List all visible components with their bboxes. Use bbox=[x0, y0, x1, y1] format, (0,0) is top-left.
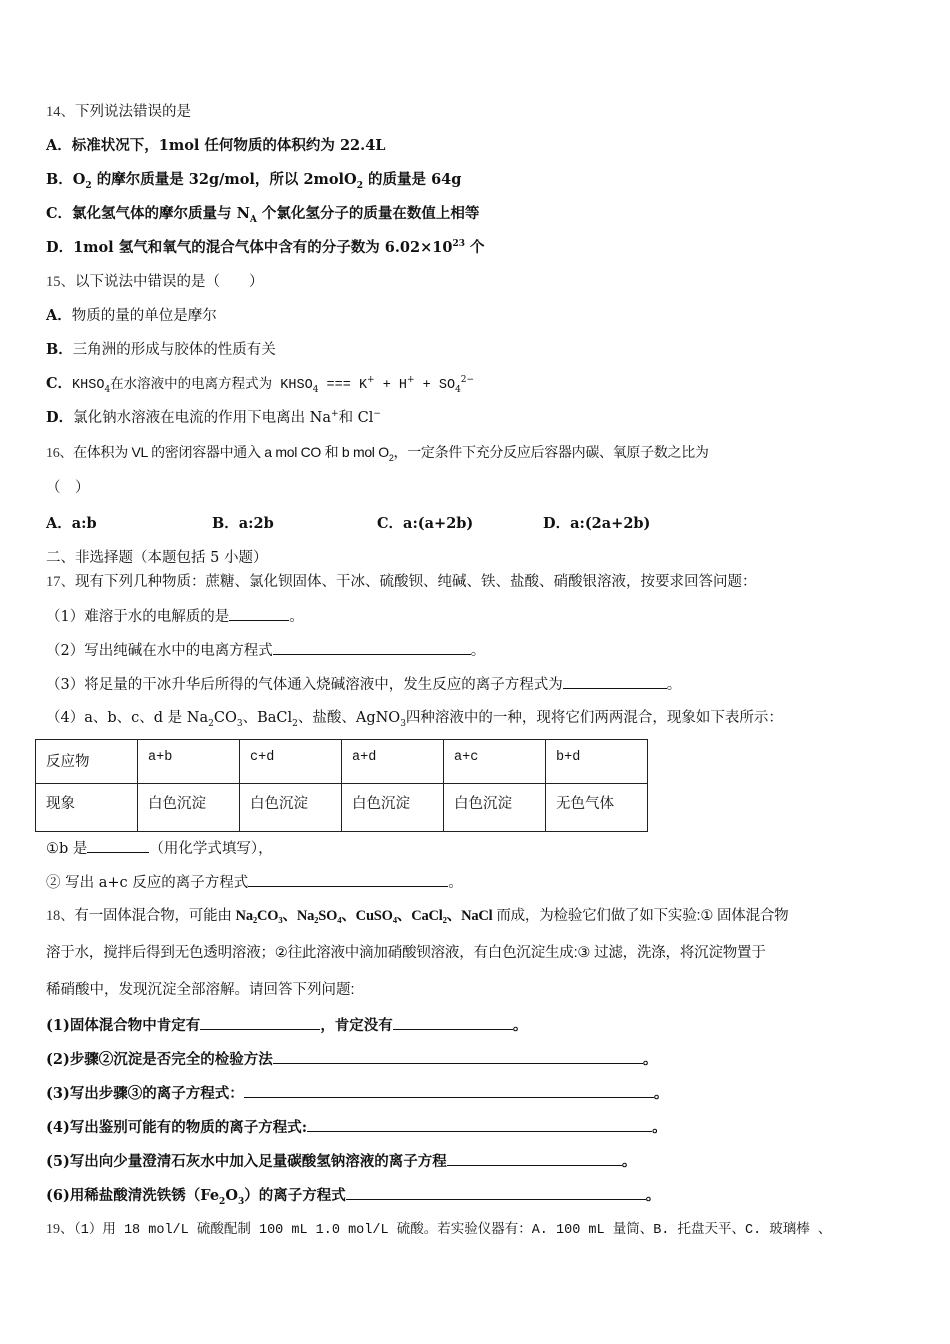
answer-blank[interactable] bbox=[273, 640, 471, 655]
q16-option-c: C．a:(a+2b) bbox=[377, 515, 474, 532]
answer-blank[interactable] bbox=[273, 1049, 643, 1064]
question-number: 16、 bbox=[46, 446, 74, 461]
table-cell: 白色沉淀 bbox=[138, 784, 240, 832]
question-15-stem: 15、以下说法中错误的是（ ） bbox=[46, 274, 264, 290]
answer-blank[interactable] bbox=[447, 1151, 622, 1166]
q14-option-d: D．1mol 氢气和氧气的混合气体中含有的分子数为 $6.02\times 10^{23}$ 个 bbox=[46, 239, 485, 256]
question-18-stem-line-2: 溶于水，搅拌后得到无色透明溶液；②往此溶液中滴加硝酸钡溶液，有白色沉淀生成:③ 过滤，洗涤，将沉淀物置于 bbox=[46, 945, 766, 961]
answer-blank[interactable] bbox=[244, 1083, 654, 1098]
answer-blank[interactable] bbox=[229, 606, 289, 621]
table-cell: a+b bbox=[138, 740, 240, 784]
table-cell: b+d bbox=[546, 740, 648, 784]
q15-option-b: B．三角洲的形成与胶体的性质有关 bbox=[46, 341, 276, 358]
q18-sub-3: (3)写出步骤③的离子方程式： 。 bbox=[46, 1085, 669, 1102]
q15-option-d: D．氯化钠水溶液在电流的作用下电离出 Na+和 Cl− bbox=[46, 409, 381, 426]
answer-blank[interactable] bbox=[346, 1185, 646, 1200]
q16-answer-paren: （ ） bbox=[46, 480, 90, 496]
table-cell: 白色沉淀 bbox=[240, 784, 342, 832]
answer-blank[interactable] bbox=[248, 872, 448, 887]
question-number: 14、 bbox=[46, 104, 75, 120]
q17-part-4: （4）a、b、c、d 是 $Na_2CO_3$、BaCl$_2$、盐酸、AgNO$_3$四种溶液中的一种，现将它们两两混合，现象如下表所示： bbox=[46, 710, 783, 729]
q18-sub-2: (2)步骤②沉淀是否完全的检验方法 。 bbox=[46, 1051, 658, 1068]
q17-sub-2: ② 写出 a+c 反应的离子方程式 。 bbox=[46, 872, 463, 893]
reaction-table bbox=[35, 739, 648, 832]
question-number: 19、 bbox=[46, 1222, 74, 1237]
table-cell: a+d bbox=[342, 740, 444, 784]
q14-option-c: C．氯化氢气体的摩尔质量与 $N_A$ 个氯化氢分子的质量在数值上相等 bbox=[46, 205, 480, 225]
question-18-stem-line-3: 稀硝酸中，发现沉淀全部溶解。请回答下列问题: bbox=[46, 982, 355, 998]
answer-blank[interactable] bbox=[200, 1015, 320, 1030]
table-cell: 反应物 bbox=[36, 740, 138, 784]
q17-part-2: （2）写出纯碱在水中的电离方程式 。 bbox=[46, 640, 485, 661]
q16-option-d: D．a:(2a+2b) bbox=[543, 515, 651, 532]
q18-sub-6: (6)用稀盐酸清洗铁锈$(Fe_2O_3)$的离子方程式 。 bbox=[46, 1187, 661, 1207]
q16-option-b: B．a:2b bbox=[212, 515, 274, 532]
table-row bbox=[36, 784, 648, 832]
q17-part-3: （3）将足量的干冰升华后所得的气体通入烧碱溶液中，发生反应的离子方程式为 。 bbox=[46, 674, 681, 695]
q17-part-1: （1）难溶于水的电解质的是 。 bbox=[46, 606, 304, 627]
table-row bbox=[36, 740, 648, 784]
question-16-stem: 16、在体积为 VL 的密闭容器中通入 a mol CO 和 b mol $O_2$，一定条件下充分反应后容器内碳、氧原子数之比为 bbox=[46, 444, 709, 463]
question-19-stem: 19、（1）用 18 mol/L 硫酸配制 100 mL 1.0 mol/L 硫酸。若实验仪器有：A. 100 mL 量筒、B. 托盘天平、C. 玻璃棒 、 bbox=[46, 1222, 832, 1238]
table-cell: 白色沉淀 bbox=[342, 784, 444, 832]
question-number: 18、 bbox=[46, 908, 75, 924]
answer-blank[interactable] bbox=[393, 1015, 513, 1030]
section-title: 二、非选择题（本题包括 5 小题） bbox=[46, 550, 268, 566]
answer-blank[interactable] bbox=[563, 674, 667, 689]
table-cell: c+d bbox=[240, 740, 342, 784]
question-14-stem: 14、下列说法错误的是 bbox=[46, 104, 191, 120]
table-cell: 无色气体 bbox=[546, 784, 648, 832]
question-17-stem: 17、现有下列几种物质：蔗糖、氯化钡固体、干冰、硫酸钡、纯碱、铁、盐酸、硝酸银溶液，按要求回答问题： bbox=[46, 574, 757, 590]
question-18-stem-line-1: 18、有一固体混合物，可能由 Na₂CO₃、Na₂SO₄、CuSO₄、CaCl₂、NaCl 而成，为检验它们做了如下实验:① 固体混合物 bbox=[46, 908, 789, 924]
q17-sub-1: ①b 是 （用化学式填写）， bbox=[46, 838, 273, 859]
q15-option-c: C．$KHSO_4$在水溶液中的电离方程式为 $KHSO_4$ === $K^+ + H^+ + SO_4^{2-}$ bbox=[46, 375, 475, 395]
q14-option-a: A．标准状况下，1mol 任何物质的体积约为 22.4L bbox=[46, 137, 386, 154]
table-cell: 白色沉淀 bbox=[444, 784, 546, 832]
q16-option-a: A．a:b bbox=[46, 515, 97, 532]
answer-blank[interactable] bbox=[87, 838, 149, 853]
question-number: 17、 bbox=[46, 574, 75, 590]
question-number: 15、 bbox=[46, 274, 75, 290]
q14-option-b: B．$O_2$ 的摩尔质量是 32g/mol，所以 2molO$_2$ 的质量是 64g bbox=[46, 171, 462, 191]
table-cell: a+c bbox=[444, 740, 546, 784]
q18-sub-1: (1)固体混合物中肯定有 ，肯定没有 。 bbox=[46, 1017, 528, 1034]
table-cell: 现象 bbox=[36, 784, 138, 832]
q15-option-a: A．物质的量的单位是摩尔 bbox=[46, 307, 217, 324]
q18-sub-4: (4)写出鉴别可能有的物质的离子方程式: 。 bbox=[46, 1119, 667, 1136]
answer-blank[interactable] bbox=[307, 1117, 652, 1132]
q18-sub-5: (5)写出向少量澄清石灰水中加入足量碳酸氢钠溶液的离子方程 。 bbox=[46, 1153, 637, 1170]
